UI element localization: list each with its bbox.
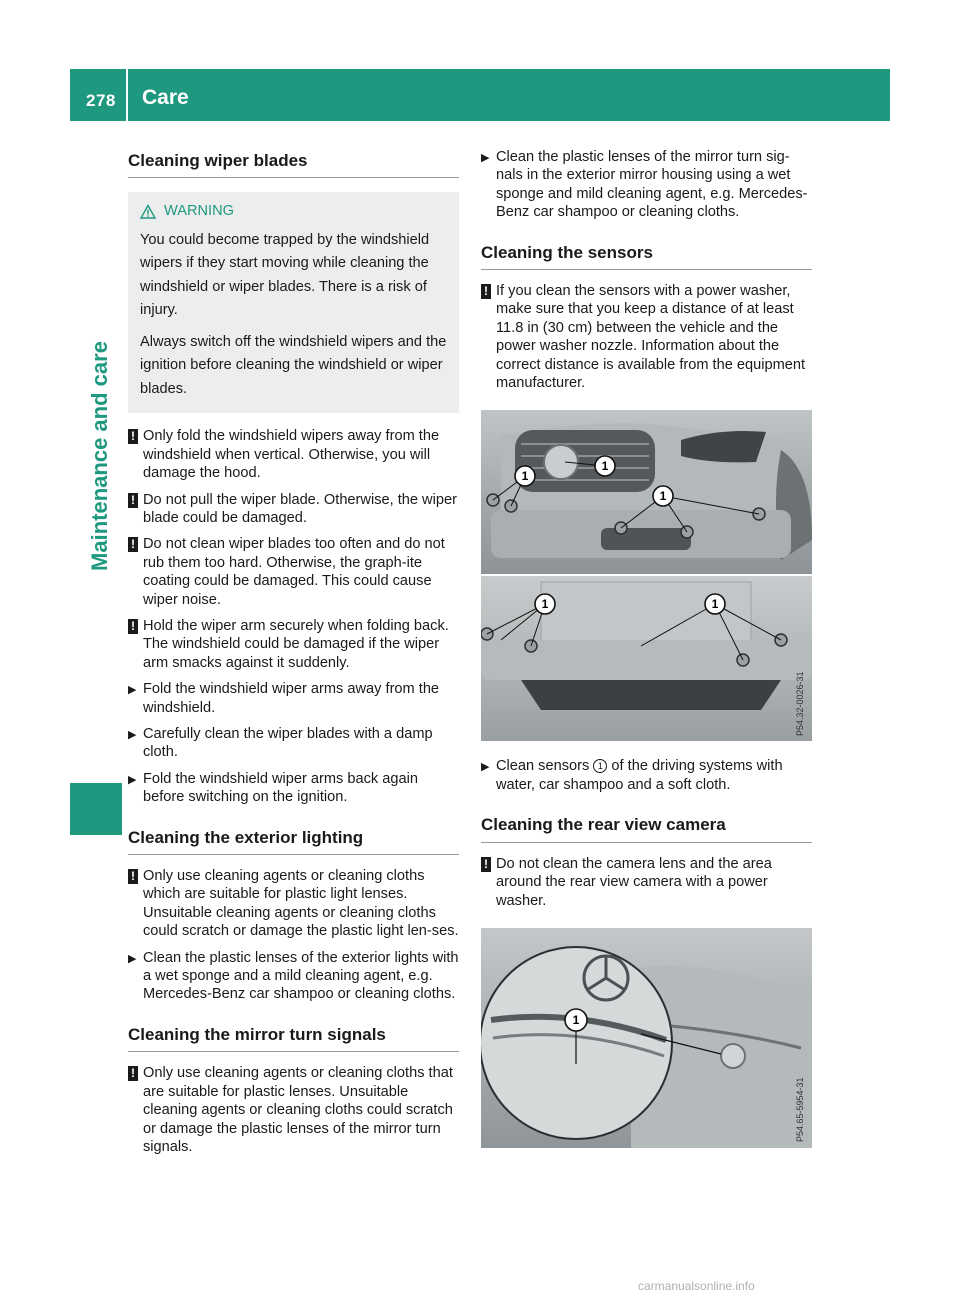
triangle-step-icon: ▶ xyxy=(481,152,490,164)
page-header xyxy=(70,69,890,121)
note-item xyxy=(481,282,812,392)
step-item xyxy=(128,949,459,1004)
lighting-heading: Cleaning the exterior lighting xyxy=(128,825,459,855)
image-code: P54.65-5954-31 xyxy=(795,1077,805,1142)
sensor-locations-photo xyxy=(481,410,812,741)
side-tab xyxy=(78,130,122,782)
side-tab-block xyxy=(70,783,122,835)
note-item xyxy=(128,617,459,672)
note-item xyxy=(128,535,459,609)
callout-1-icon: 1 xyxy=(593,759,607,773)
note-text: If you clean the sensors with a power washer, make sure that you keep a distance of at least 11.8 in (30 cm) between the vehicle and the power washer nozzle. Information about the correct distance is available from the equipment manufacturer. xyxy=(496,283,806,392)
triangle-step-icon: ▶ xyxy=(128,952,137,965)
right-column xyxy=(481,148,812,1164)
note-text: Only use cleaning agents or cleaning cloths that are suitable for plastic lenses. Unsuitable cleaning agents or cleaning cloths could scratch or damage the plastic lenses of the mirror turn signals. xyxy=(143,1065,453,1155)
side-tab-label: Maintenance and care xyxy=(87,341,112,571)
callout-label: 1 xyxy=(659,489,667,504)
warning-text-2: Always switch off the windshield wipers and the ignition before cleaning the windshield or wiper blades. xyxy=(140,333,447,397)
warning-box xyxy=(128,192,459,413)
camera-heading: Cleaning the rear view camera xyxy=(481,812,812,842)
triangle-step-icon: ▶ xyxy=(128,773,137,786)
callout-label: 1 xyxy=(572,1012,580,1027)
note-text: Do not clean wiper blades too often and do not rub them too hard. Otherwise, the graph-ite coating could be damaged. This could cause wiper noise. xyxy=(143,536,445,608)
step-text-part: Clean sensors xyxy=(496,758,590,775)
wiper-heading: Cleaning wiper blades xyxy=(128,148,459,178)
exclamation-note-icon: ! xyxy=(128,1066,138,1081)
note-text: Only fold the windshield wipers away from the windshield when vertical. Otherwise, you will damage the hood. xyxy=(143,428,440,482)
note-text: Do not pull the wiper blade. Otherwise, the wiper blade could be damaged. xyxy=(143,491,457,526)
step-text xyxy=(496,758,783,792)
exclamation-note-icon: ! xyxy=(128,869,138,884)
note-text: Do not clean the camera lens and the area around the rear view camera with a power washer. xyxy=(496,855,772,909)
step-text: Fold the windshield wiper arms back again before switching on the ignition. xyxy=(143,770,418,806)
sensors-heading: Cleaning the sensors xyxy=(481,240,812,270)
triangle-step-icon: ▶ xyxy=(128,684,137,697)
callout-label: 1 xyxy=(541,597,549,612)
note-item xyxy=(128,491,459,528)
triangle-step-icon: ▶ xyxy=(128,729,137,741)
callout-label: 1 xyxy=(711,597,719,612)
callout-label: 1 xyxy=(601,459,609,474)
note-text: Only use cleaning agents or cleaning cloths which are suitable for plastic light lenses. Unsuitable cleaning agents or cleaning cloths could scratch or damage the plastic light len-ses. xyxy=(143,868,459,940)
warning-label: WARNING xyxy=(164,203,234,220)
step-item xyxy=(128,770,459,807)
footer-watermark: carmanualsonline.info xyxy=(638,1279,755,1293)
image-code: P54.32-0026-31 xyxy=(795,671,805,737)
note-item xyxy=(128,427,459,482)
warning-header xyxy=(140,202,449,220)
chapter-title: Care xyxy=(142,86,189,109)
step-text: Clean the plastic lenses of the exterior lights with a wet sponge and a mild cleaning agent, e.g. Mercedes-Benz car shampoo or cleaning cloths. xyxy=(143,949,459,1003)
exclamation-note-icon: ! xyxy=(128,493,138,508)
exclamation-note-icon: ! xyxy=(481,857,491,872)
exclamation-note-icon: ! xyxy=(128,429,138,444)
step-item xyxy=(128,725,459,762)
rear-camera-photo xyxy=(481,928,812,1148)
note-item xyxy=(128,867,459,941)
note-item xyxy=(128,1064,459,1156)
warning-triangle-icon xyxy=(140,204,156,219)
step-item xyxy=(481,757,812,794)
step-text: Clean the plastic lenses of the mirror turn sig-nals in the exterior mirror housing using a wet sponge and mild cleaning agent, e.g. Mercedes-Benz car shampoo or cleaning cloths. xyxy=(496,149,808,221)
warning-text-1: You could become trapped by the windshield wipers if they start moving while cleaning the windshield or wiper blades. There is a risk of injury. xyxy=(140,231,430,319)
header-divider xyxy=(126,69,128,121)
step-item xyxy=(128,680,459,717)
step-text: Fold the windshield wiper arms away from the windshield. xyxy=(143,681,440,716)
left-column xyxy=(128,148,459,1164)
page-number: 278 xyxy=(86,91,116,110)
triangle-step-icon: ▶ xyxy=(481,761,490,774)
exclamation-note-icon: ! xyxy=(128,619,138,634)
step-text-part: of the driving systems with water, car shampoo and a soft cloth. xyxy=(496,758,783,793)
mirror-heading: Cleaning the mirror turn signals xyxy=(128,1022,459,1052)
callout-label: 1 xyxy=(521,469,529,484)
step-item xyxy=(481,148,812,222)
note-item xyxy=(481,855,812,910)
exclamation-note-icon: ! xyxy=(128,537,138,552)
note-text: Hold the wiper arm securely when folding back. The windshield could be damaged if the wiper arm smacks against it suddenly. xyxy=(143,617,449,671)
exclamation-note-icon: ! xyxy=(481,284,491,299)
step-text: Carefully clean the wiper blades with a damp cloth. xyxy=(143,726,433,761)
